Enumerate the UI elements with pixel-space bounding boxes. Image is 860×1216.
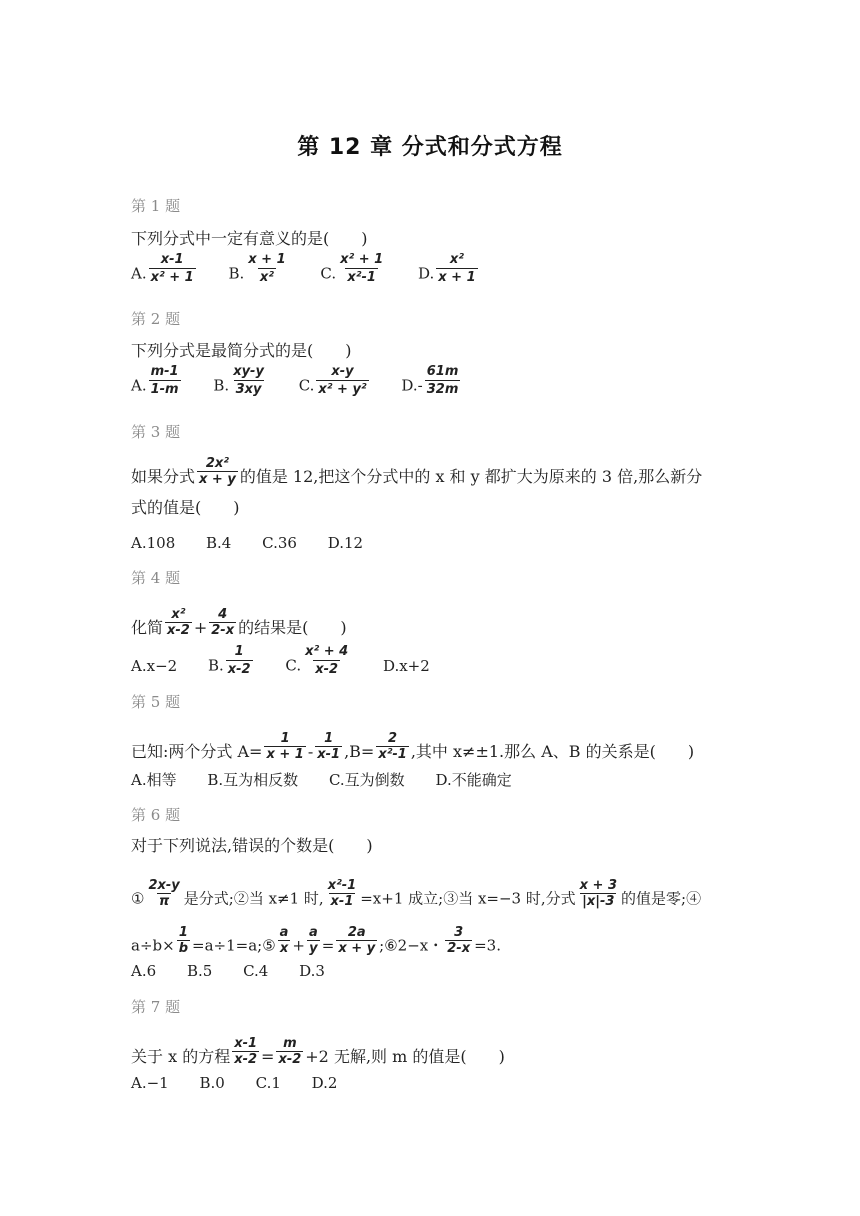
fraction-numerator: 1	[324, 731, 334, 746]
fraction	[436, 252, 477, 285]
text-segment: B.	[228, 264, 245, 283]
text-segment: A.	[131, 264, 147, 283]
question-4-stem	[131, 607, 347, 643]
fraction-numerator: 4	[218, 607, 228, 622]
text-segment: B.	[207, 656, 224, 675]
question-5-options	[131, 769, 538, 790]
fraction-numerator: 2	[388, 731, 398, 746]
fraction-denominator: b	[178, 941, 188, 956]
fraction-numerator: xy-y	[233, 364, 264, 379]
fraction-denominator: |x|-3	[582, 894, 615, 909]
fraction	[276, 1037, 303, 1066]
option-a	[131, 364, 183, 403]
fraction-denominator: x² + y²	[318, 382, 367, 397]
fraction-numerator: x + 3	[579, 878, 618, 893]
fraction	[307, 926, 320, 955]
fraction	[445, 926, 472, 955]
fraction-numerator: 1	[178, 925, 188, 940]
fraction	[232, 1037, 259, 1066]
text-segment: =	[321, 936, 335, 955]
option-d: D.3	[299, 962, 325, 980]
fraction-numerator: x-1	[234, 1036, 258, 1051]
text-segment: 是分式;②当 x≠1 时,	[183, 889, 324, 908]
fraction-numerator: 2x-y	[148, 878, 180, 893]
fraction-numerator: 61m	[426, 364, 459, 379]
fraction-denominator: x + 1	[438, 270, 476, 285]
question-1-options	[131, 252, 506, 291]
option-d: D.不能确定	[435, 771, 512, 789]
option-c: C.36	[262, 534, 297, 552]
fraction-numerator: 1	[280, 731, 290, 746]
option-a: A.−1	[131, 1074, 169, 1092]
fraction	[264, 732, 305, 761]
option-b	[207, 644, 255, 683]
option-a: A.6	[131, 962, 157, 980]
fraction-denominator: x	[279, 941, 289, 956]
text-segment: ,其中 x≠±1.那么 A、B 的关系是( )	[410, 742, 695, 761]
fraction-numerator: x²	[171, 607, 186, 622]
question-6-statements-line1	[131, 878, 702, 914]
option-c	[298, 364, 371, 403]
option-a: A.108	[131, 534, 176, 552]
text-segment: B.	[213, 376, 230, 395]
fraction-denominator: x + y	[338, 941, 376, 956]
fraction-denominator: x + y	[199, 472, 236, 487]
question-5-label: 第 5 题	[131, 693, 181, 711]
question-6-statements-line2	[131, 925, 501, 961]
text-segment: x+2	[399, 656, 430, 675]
text-segment: =x+1 成立;③当 x=−3 时,分式	[360, 889, 576, 908]
fraction	[326, 879, 359, 908]
question-7-options	[131, 1074, 363, 1092]
fraction	[177, 926, 190, 955]
text-segment: C.	[285, 656, 302, 675]
fraction-numerator: 3	[454, 925, 464, 940]
option-d	[383, 657, 430, 675]
fraction-numerator: m-1	[150, 364, 179, 379]
text-segment: ;⑥2−x・	[379, 936, 444, 955]
fraction-denominator: x-1	[317, 747, 341, 762]
text-segment: +2 无解,则 m 的值是( )	[305, 1047, 505, 1066]
fraction-denominator: x-2	[234, 1052, 258, 1067]
fraction	[425, 364, 461, 397]
option-b	[228, 252, 289, 291]
text-segment: +	[292, 936, 305, 955]
text-segment: a÷b×	[131, 936, 175, 955]
option-a	[131, 657, 177, 675]
fraction-numerator: x + 1	[248, 252, 286, 267]
fraction	[315, 732, 342, 761]
text-segment: A.	[131, 376, 147, 395]
option-b: B.4	[206, 534, 232, 552]
fraction-denominator: 2-x	[211, 623, 235, 638]
text-segment: 的值是零;④	[621, 889, 702, 908]
text-segment: 已知:两个分式 A=	[131, 742, 263, 761]
fraction	[338, 252, 385, 285]
text-segment: =a÷1=a;⑤	[192, 936, 276, 955]
fraction	[146, 879, 181, 908]
fraction-numerator: x² + 4	[305, 644, 349, 659]
option-b	[213, 364, 268, 403]
option-d: D.2	[311, 1074, 338, 1092]
text-segment: D.	[418, 264, 435, 283]
fraction-numerator: a	[279, 925, 289, 940]
text-segment: D.	[382, 656, 400, 675]
question-3-stem	[131, 456, 703, 492]
option-c: C.4	[243, 962, 269, 980]
text-segment: 如果分式	[131, 467, 196, 486]
question-7-stem	[131, 1036, 505, 1072]
question-3-stem-cont: 式的值是( )	[131, 498, 240, 517]
fraction-denominator: y	[309, 941, 318, 956]
option-c	[285, 644, 352, 683]
fraction-denominator: x-2	[315, 662, 339, 677]
option-b: B.5	[186, 962, 213, 980]
option-c: C.1	[255, 1074, 281, 1092]
fraction-numerator: x²-1	[327, 878, 357, 893]
text-segment: 化简	[131, 618, 164, 637]
question-7-label: 第 7 题	[131, 998, 181, 1016]
option-a: A.相等	[131, 771, 177, 789]
option-c	[320, 252, 387, 291]
fraction-numerator: x² + 1	[340, 252, 384, 267]
fraction-denominator: x²-1	[378, 747, 407, 762]
fraction-denominator: 1-m	[150, 382, 179, 397]
fraction-denominator: x-2	[227, 662, 251, 677]
text-segment: 的值是 12,把这个分式中的 x 和 y 都扩大为原来的 3 倍,那么新分	[239, 467, 703, 486]
fraction-denominator: x-1	[330, 894, 354, 909]
text-segment: 的结果是( )	[238, 618, 347, 637]
fraction	[336, 926, 377, 955]
fraction-denominator: x²-1	[347, 270, 376, 285]
fraction-numerator: x-y	[331, 364, 354, 379]
question-5-stem	[131, 731, 695, 767]
text-segment: C.	[298, 376, 315, 395]
question-2-options	[131, 364, 488, 403]
text-segment: ,B=	[344, 742, 375, 761]
page-title: 第 12 章 分式和分式方程	[297, 135, 563, 160]
fraction	[149, 252, 196, 285]
fraction-numerator: m	[283, 1036, 297, 1051]
fraction	[197, 457, 238, 486]
fraction-numerator: 1	[234, 644, 244, 659]
question-3-options	[131, 534, 389, 552]
option-b: B.0	[199, 1074, 225, 1092]
question-6-stem: 对于下列说法,错误的个数是( )	[131, 836, 373, 855]
fraction	[149, 364, 181, 397]
option-d: D.12	[327, 534, 364, 552]
text-segment: =	[261, 1047, 275, 1066]
question-6-options	[131, 962, 351, 980]
question-6-label: 第 6 题	[131, 806, 181, 824]
text-segment: A.	[131, 656, 147, 675]
fraction	[303, 644, 350, 677]
fraction-denominator: x²	[259, 270, 274, 285]
fraction	[231, 364, 266, 397]
text-segment: +	[193, 618, 208, 637]
text-segment: 关于 x 的方程	[131, 1047, 231, 1066]
text-segment: =3.	[474, 936, 501, 955]
fraction-numerator: 2x²	[205, 456, 229, 471]
fraction	[376, 732, 409, 761]
fraction	[209, 608, 236, 637]
fraction-denominator: 32m	[426, 382, 459, 397]
fraction	[246, 252, 287, 285]
text-segment: D.-	[401, 376, 423, 395]
fraction	[316, 364, 368, 397]
question-1-stem: 下列分式中一定有意义的是( )	[131, 229, 368, 248]
text-segment: -	[307, 742, 314, 761]
fraction	[226, 644, 253, 677]
fraction-numerator: x-1	[160, 252, 184, 267]
option-d	[418, 252, 480, 291]
fraction-denominator: x-2	[167, 623, 190, 638]
question-4-options	[131, 644, 456, 683]
fraction	[165, 608, 192, 637]
option-a	[131, 252, 198, 291]
text-segment: ①	[131, 889, 145, 908]
text-segment: x−2	[146, 656, 178, 675]
fraction-denominator: 2-x	[447, 941, 471, 956]
question-1-label: 第 1 题	[131, 197, 181, 215]
fraction	[278, 926, 291, 955]
question-2-label: 第 2 题	[131, 310, 181, 328]
text-segment: C.	[320, 264, 337, 283]
fraction-denominator: π	[158, 894, 170, 909]
option-b: B.互为相反数	[207, 771, 299, 789]
question-2-stem: 下列分式是最简分式的是( )	[131, 341, 352, 360]
fraction-denominator: x + 1	[266, 747, 304, 762]
question-4-label: 第 4 题	[131, 569, 181, 587]
fraction-denominator: 3xy	[235, 382, 262, 397]
option-d	[401, 364, 462, 403]
fraction-numerator: a	[309, 925, 318, 940]
option-c: C.互为倒数	[328, 771, 405, 789]
fraction-numerator: x²	[449, 252, 464, 267]
fraction-denominator: x-2	[278, 1052, 302, 1067]
fraction	[578, 879, 619, 908]
fraction-numerator: 2a	[347, 925, 366, 940]
fraction-denominator: x² + 1	[150, 270, 194, 285]
question-3-label: 第 3 题	[131, 423, 181, 441]
